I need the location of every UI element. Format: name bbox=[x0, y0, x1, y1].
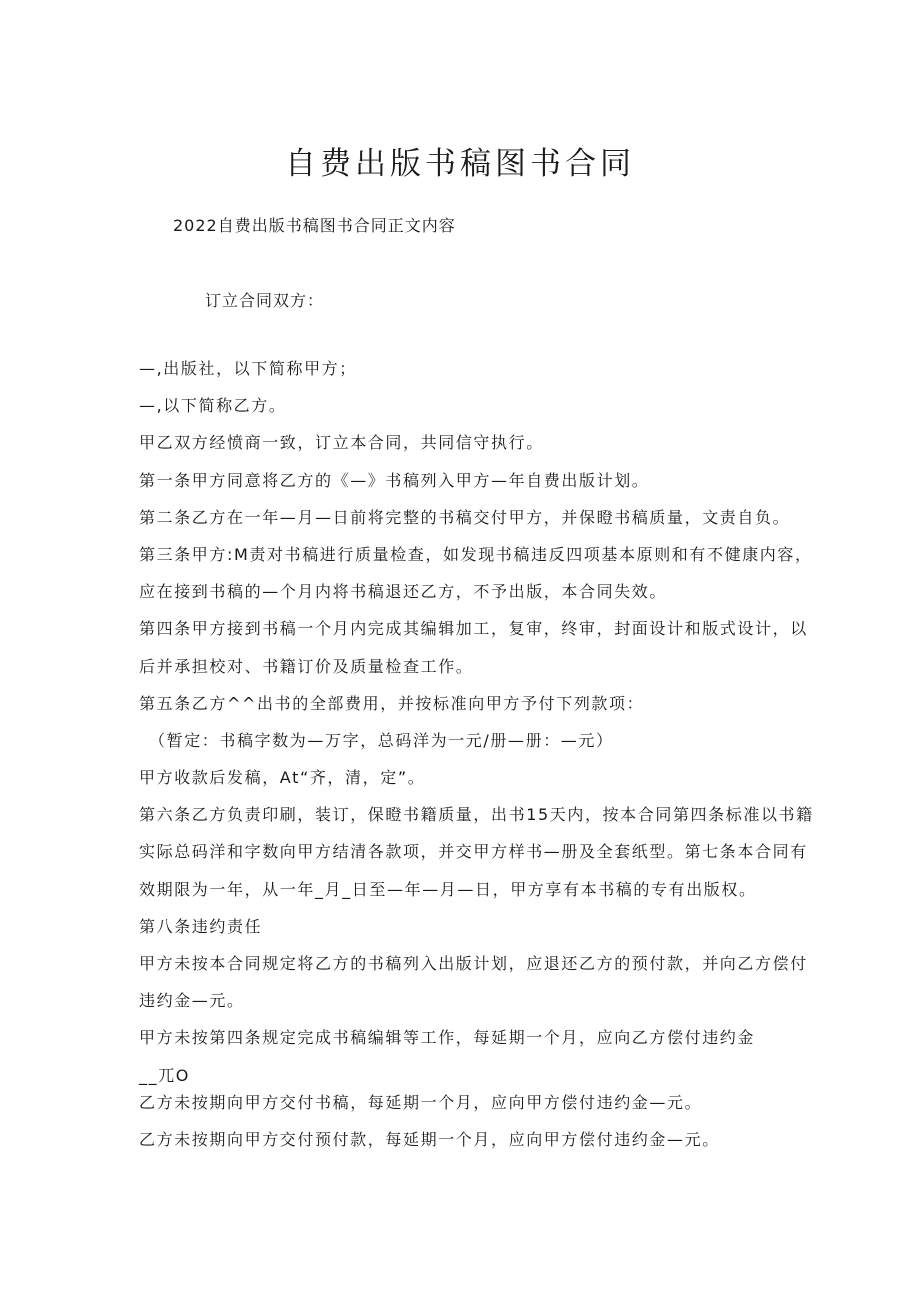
agreement-line: 甲乙双方经愤商一致，订立本合同，共同信守执行。 bbox=[139, 433, 544, 453]
article-5-note: （暂定：书稿字数为—万字，总码洋为一元/册—册：—元） bbox=[149, 730, 614, 750]
breach-d-line: 乙方未按期向甲方交付预付款，每延期一个月，应向甲方偿付违约金—元。 bbox=[139, 1129, 720, 1149]
article-4-line-2: 后并承担校对、书籍订价及质量检查工作。 bbox=[139, 656, 474, 676]
document-subtitle: 2022自费出版书稿图书合同正文内容 bbox=[173, 216, 456, 235]
article-1: 第一条甲方同意将乙方的《—》书稿列入甲方—年自费出版计划。 bbox=[139, 470, 650, 490]
breach-a-line-2: 违约金—元。 bbox=[139, 991, 245, 1011]
breach-b-line-1: 甲方未按第四条规定完成书稿编辑等工作，每延期一个月，应向乙方偿付违约金 bbox=[139, 1028, 756, 1048]
article-6-line-1: 第六条乙方负责印刷，装订，保瞪书籍质量，出书15天内，按本合同第四条标准以书籍 bbox=[139, 805, 814, 825]
article-2: 第二条乙方在一年—月—日前将完整的书稿交付甲方，并保瞪书稿质量，文责自负。 bbox=[139, 507, 791, 527]
document-title: 自费出版书稿图书合同 bbox=[285, 146, 635, 182]
breach-b-line-2: __兀O bbox=[139, 1065, 190, 1085]
article-7-line: 效期限为一年，从一年_月_日至—年—月—日，甲方享有本书稿的专有出版权。 bbox=[139, 879, 757, 899]
article-8-heading: 第八条违约责任 bbox=[139, 916, 263, 936]
parties-heading: 订立合同双方： bbox=[205, 291, 325, 310]
contract-body bbox=[139, 356, 814, 1164]
breach-c-line: 乙方未按期向甲方交付书稿，每延期一个月，应向甲方偿付违约金—元。 bbox=[139, 1092, 703, 1112]
party-b-line: —,以下简称乙方。 bbox=[139, 396, 287, 416]
payment-line: 甲方收款后发稿，At“齐，清，定”。 bbox=[139, 768, 426, 788]
party-a-line: —,出版社，以下简称甲方； bbox=[139, 359, 357, 378]
article-5: 第五条乙方^^出书的全部费用，并按标准向甲方予付下列款项： bbox=[139, 693, 645, 713]
article-3-line-2: 应在接到书稿的—个月内将书稿退还乙方，不予出版，本合同失效。 bbox=[139, 582, 668, 602]
breach-a-line-1: 甲方未按本合同规定将乙方的书稿列入出版计划，应退还乙方的预付款，并向乙方偿付 bbox=[139, 954, 808, 973]
article-4-line-1: 第四条甲方接到书稿一个月内完成其编辑加工，复审，终审，封面设计和版式设计，以 bbox=[139, 619, 808, 639]
article-3-line-1: 第三条甲方:M责对书稿进行质量检查，如发现书稿违反四项基本原则和有不健康内容， bbox=[139, 544, 813, 564]
article-6-line-2: 实际总码洋和字数向甲方结清各款项，并交甲方样书—册及全套纸型。第七条本合同有 bbox=[139, 842, 808, 862]
